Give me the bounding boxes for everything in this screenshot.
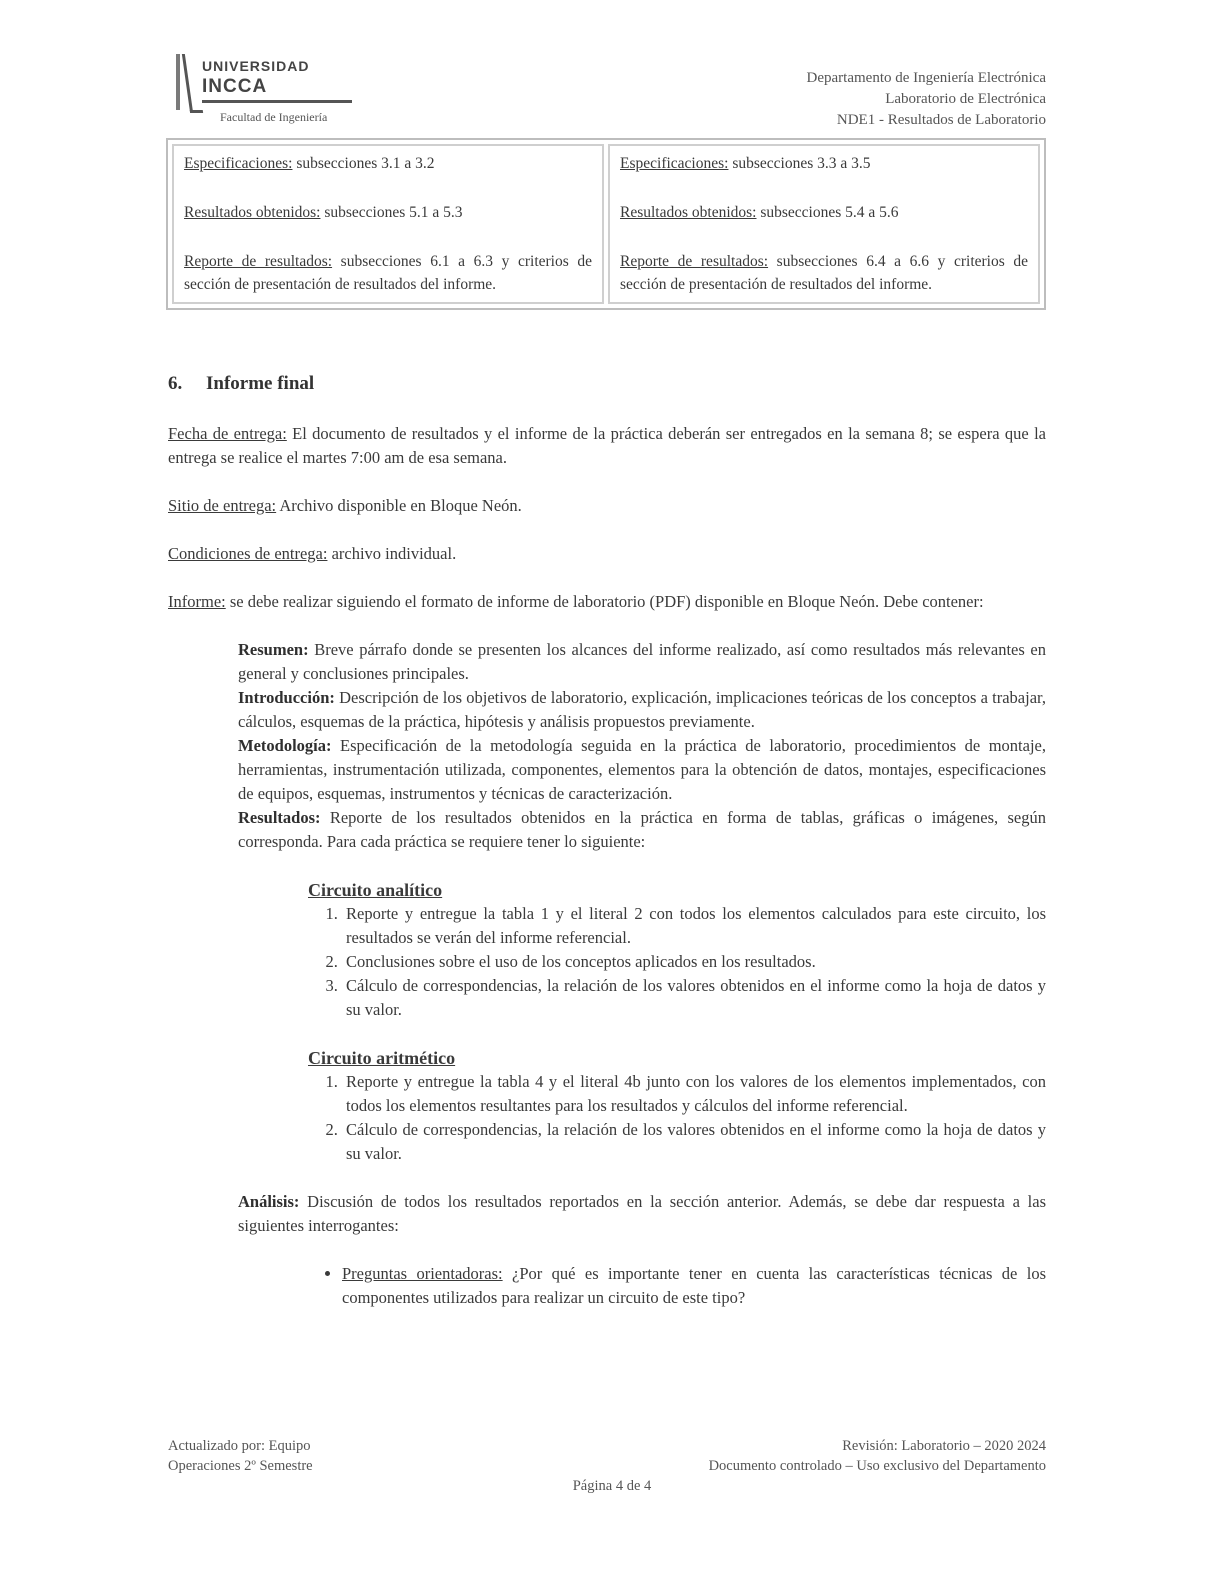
circuito-analitico-heading: Circuito analítico [308, 880, 443, 900]
condiciones-label: Condiciones de entrega: [168, 544, 328, 563]
resultados-label: Resultados: [238, 808, 321, 827]
fecha-text: El documento de resultados y el informe de la práctica deberán ser entregados en la semana 8; se espera que la entrega se realice el martes 7:00 am de esa semana. [168, 424, 1046, 467]
header-info [807, 68, 1046, 131]
header-line: NDE1 - Resultados de Laboratorio [836, 112, 1046, 128]
header-line: Departamento de Ingeniería Electrónica [806, 70, 1046, 86]
spec-text: subsecciones 3.1 a 3.2 [292, 155, 435, 172]
footer-line: Documento controlado – Uso exclusivo del Departamento [708, 1458, 1046, 1474]
university-logo [172, 52, 362, 128]
report-label: Reporte de resultados: [184, 253, 333, 270]
metodologia-label: Metodología: [238, 736, 332, 755]
resultados-text: Reporte de los resultados obtenidos en la práctica en forma de tablas, gráficas o imágenes, según corresponda. Para cada práctica se requiere tener lo siguiente: [238, 808, 1046, 851]
resumen-text: Breve párrafo donde se presenten los alcances del informe realizado, así como resultados más relevantes en general y conclusiones principales. [238, 640, 1046, 683]
introduccion-text: Descripción de los objetivos de laboratorio, explicación, implicaciones teóricas de los conceptos a trabajar, cálculos, esquemas de la práctica, hipótesis y análisis propuestos previamente. [238, 688, 1046, 731]
sitio-label: Sitio de entrega: [168, 496, 277, 515]
paragraph-sitio [168, 494, 1046, 518]
report-text: subsecciones 6.1 a 6.3 y criterios de sección de presentación de resultados del informe. [184, 253, 592, 293]
requirements-left-cell [172, 144, 604, 304]
section-number: 6. [168, 373, 183, 394]
resultados-desc [238, 806, 1046, 854]
report-text: subsecciones 6.4 a 6.6 y criterios de sección de presentación de resultados del informe. [620, 253, 1028, 293]
list-item: 2. Cálculo de correspondencias, la relación de los valores obtenidos en el informe como la hoja de datos y su valor. [342, 1118, 1046, 1166]
preguntas-list [308, 1262, 1046, 1310]
footer-line: Actualizado por: Equipo [168, 1438, 311, 1454]
analisis-text: Discusión de todos los resultados reportados en la sección anterior. Además, se debe dar respuesta a las siguientes interrogantes: [238, 1192, 1046, 1235]
requirements-right-cell [608, 144, 1040, 304]
paragraph-informe [168, 590, 1046, 614]
logo-line2: INCCA [202, 76, 268, 97]
footer-line: Operaciones 2º Semestre [168, 1458, 313, 1474]
spec-text: subsecciones 3.3 a 3.5 [728, 155, 871, 172]
fecha-label: Fecha de entrega: [168, 424, 287, 443]
introduccion-desc [238, 686, 1046, 734]
analisis-block [238, 1190, 1046, 1238]
preguntas-label: Preguntas orientadoras: [342, 1264, 503, 1283]
logo-line1: UNIVERSIDAD [202, 58, 310, 74]
condiciones-text: archivo individual. [327, 544, 457, 563]
results-label: Resultados obtenidos: [184, 204, 321, 221]
results-text: subsecciones 5.4 a 5.6 [756, 204, 899, 221]
report-label: Reporte de resultados: [620, 253, 769, 270]
paragraph-condiciones [168, 542, 1046, 566]
spec-label: Especificaciones: [184, 155, 293, 172]
metodologia-desc [238, 734, 1046, 806]
list-item: 1. Reporte y entregue la tabla 1 y el literal 2 con todos los elementos calculados para este circuito, los resultados se verán del informe referencial. [342, 902, 1046, 950]
results-text: subsecciones 5.1 a 5.3 [320, 204, 463, 221]
sitio-text: Archivo disponible en Bloque Neón. [276, 496, 522, 515]
informe-label: Informe: [168, 592, 226, 611]
metodologia-text: Especificación de la metodología seguida en la práctica de laboratorio, procedimientos de montaje, herramientas, instrumentación utilizada, componentes, elementos para la obtención de datos, montajes, especificaciones de equipos, esquemas, instrumentos y técnicas de caracterización. [238, 736, 1046, 803]
introduccion-label: Introducción: [238, 688, 335, 707]
report-sections [238, 638, 1046, 854]
requirements-table [166, 138, 1046, 310]
footer-line: Revisión: Laboratorio – 2020 2024 [842, 1438, 1046, 1454]
document-body [168, 422, 1046, 1310]
logo-subtitle: Facultad de Ingeniería [220, 110, 328, 124]
logo-mark [182, 54, 203, 113]
footer-right [709, 1436, 1046, 1476]
footer-left [168, 1436, 313, 1476]
circuito-aritmetico-heading: Circuito aritmético [308, 1048, 456, 1068]
section-heading [168, 372, 314, 396]
circuito-analitico-list [308, 902, 1046, 1022]
circuito-aritmetico-list [308, 1070, 1046, 1166]
spec-label: Especificaciones: [620, 155, 729, 172]
logo-bar [176, 54, 180, 110]
page-number: Página 4 de 4 [572, 1478, 652, 1494]
informe-text: se debe realizar siguiendo el formato de informe de laboratorio (PDF) disponible en Bloque Neón. Debe contener: [225, 592, 984, 611]
list-item [342, 1262, 1046, 1310]
list-item: 3. Cálculo de correspondencias, la relación de los valores obtenidos en el informe como la hoja de datos y su valor. [342, 974, 1046, 1022]
section-title: Informe final [206, 373, 315, 394]
header-line: Laboratorio de Electrónica [885, 91, 1046, 107]
list-item: 2. Conclusiones sobre el uso de los conceptos aplicados en los resultados. [342, 950, 1046, 974]
logo-rule [202, 100, 352, 103]
analisis-label: Análisis: [238, 1192, 300, 1211]
results-label: Resultados obtenidos: [620, 204, 757, 221]
list-item: 1. Reporte y entregue la tabla 4 y el literal 4b junto con los valores de los elementos implementados, con todos los elementos resultantes para los resultados y cálculos del informe referencial. [342, 1070, 1046, 1118]
analisis-desc [238, 1190, 1046, 1238]
paragraph-fecha [168, 422, 1046, 470]
resumen-desc [238, 638, 1046, 686]
preguntas-text: ¿Por qué es importante tener en cuenta las características técnicas de los componentes utilizados para realizar un circuito de este tipo? [342, 1264, 1046, 1307]
resumen-label: Resumen: [238, 640, 309, 659]
